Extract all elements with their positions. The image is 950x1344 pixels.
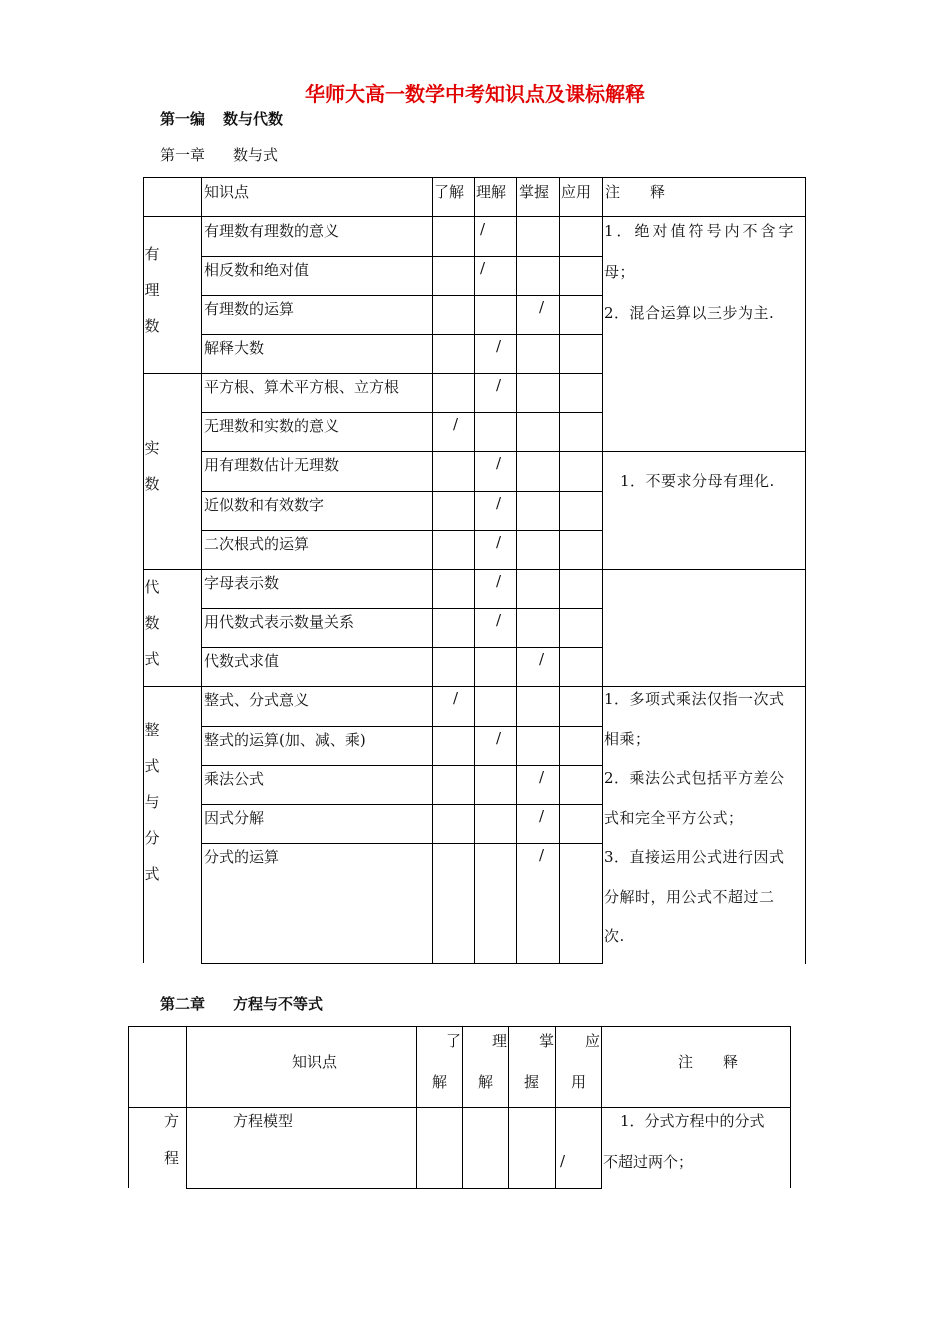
table-rule [462, 1026, 463, 1188]
level-mark: / [496, 454, 502, 472]
chapter-2-heading: 第二章 方程与不等式 [160, 995, 324, 1013]
table-rule [201, 963, 603, 964]
table-rule [603, 451, 806, 452]
group-label-equation: 程 [164, 1149, 180, 1167]
table-rule [201, 177, 202, 964]
topic-cell: 分式的运算 [204, 848, 280, 866]
header-notes: 注 释 [605, 183, 666, 201]
header-topic: 知识点 [204, 183, 250, 201]
level-mark: / [496, 376, 502, 394]
header-apply: 应 [585, 1032, 601, 1050]
note-equation: 1．分式方程中的分式 [620, 1112, 765, 1130]
level-mark: / [539, 807, 545, 825]
table-rule [201, 647, 603, 648]
level-mark: / [496, 337, 502, 355]
level-mark: / [539, 650, 545, 668]
topic-cell: 有理数的运算 [204, 300, 295, 318]
topic-cell: 整式、分式意义 [204, 691, 310, 709]
header-comprehend: 理 [492, 1032, 508, 1050]
note-rational: 1．绝对值符号内不含字 母； 2．混合运算以三步为主. [604, 222, 797, 322]
note-equation: 不超过两个； [603, 1153, 694, 1171]
header-master: 掌握 [519, 183, 550, 201]
table-rule [201, 804, 603, 805]
table-rule [201, 726, 603, 727]
table-rule [516, 177, 517, 964]
level-mark: / [480, 259, 486, 277]
table-rule [186, 1188, 602, 1189]
note-polynomial: 1．多项式乘法仅指一次式 相乘； 2．乘法公式包括平方差公 式和完全平方公式； 3．直接运用公式进行因式 分解时，用公式不超过二 次. [604, 690, 785, 945]
table-rule [201, 843, 603, 844]
level-mark: / [496, 729, 502, 747]
table-rule [416, 1026, 417, 1188]
level-mark: / [496, 611, 502, 629]
level-mark: / [560, 1152, 566, 1170]
header-apply: 应用 [561, 183, 592, 201]
header-understand-basic: 了 [446, 1032, 462, 1050]
level-mark: / [496, 494, 502, 512]
table-rule [790, 1026, 791, 1188]
topic-cell: 解释大数 [204, 339, 265, 357]
header-master: 掌 [539, 1032, 555, 1050]
table-rule [201, 412, 603, 413]
topic-cell: 乘法公式 [204, 770, 265, 788]
topic-cell: 用有理数估计无理数 [204, 456, 340, 474]
topic-cell: 方程模型 [233, 1112, 294, 1130]
table-rule [508, 1026, 509, 1188]
header-understand-basic: 解 [432, 1073, 448, 1091]
table-rule [128, 1026, 791, 1027]
header-master: 握 [524, 1073, 540, 1091]
group-label-equation: 方 [164, 1112, 180, 1130]
group-label-rational: 有 理 数 [144, 245, 160, 335]
table-rule [201, 256, 603, 257]
topic-cell: 整式的运算(加、减、乘) [204, 731, 366, 749]
table-rule [601, 1026, 602, 1188]
topic-cell: 代数式求值 [204, 652, 280, 670]
level-mark: / [539, 768, 545, 786]
header-comprehend: 解 [478, 1073, 494, 1091]
table-rule [201, 451, 603, 452]
level-mark: / [539, 846, 545, 864]
table-rule [186, 1026, 187, 1188]
table-rule [201, 530, 603, 531]
table-rule [201, 491, 603, 492]
header-comprehend: 理解 [476, 183, 507, 201]
header-notes: 注 释 [678, 1053, 739, 1071]
level-mark: / [539, 298, 545, 316]
table-rule [201, 295, 603, 296]
table-rule [143, 373, 603, 374]
chapter-1-heading: 第一章 数与式 [160, 146, 279, 164]
table-rule [201, 608, 603, 609]
header-topic: 知识点 [292, 1053, 338, 1071]
table-rule [201, 334, 603, 335]
table-rule [201, 765, 603, 766]
table-rule [128, 1026, 129, 1188]
page-title: 华师大高一数学中考知识点及课标解释 [305, 82, 645, 106]
topic-cell: 近似数和有效数字 [204, 496, 325, 514]
level-mark: / [480, 220, 486, 238]
level-mark: / [496, 533, 502, 551]
table-rule [474, 177, 475, 964]
level-mark: / [453, 689, 459, 707]
topic-cell: 因式分解 [204, 809, 265, 827]
group-label-algebraic: 代 数 式 [144, 578, 160, 668]
topic-cell: 有理数有理数的意义 [204, 222, 340, 240]
group-label-real: 实 数 [144, 439, 160, 493]
header-apply: 用 [571, 1073, 587, 1091]
table-rule [432, 177, 433, 964]
topic-cell: 相反数和绝对值 [204, 261, 310, 279]
topic-cell: 平方根、算术平方根、立方根 [204, 378, 400, 396]
group-label-polynomial-fraction: 整 式 与 分 式 [144, 721, 160, 883]
table-rule [555, 1026, 556, 1188]
table-rule [602, 177, 603, 964]
table-rule [128, 1107, 791, 1108]
topic-cell: 二次根式的运算 [204, 535, 310, 553]
note-real: 1．不要求分母有理化. [620, 472, 775, 490]
level-mark: / [496, 572, 502, 590]
level-mark: / [453, 415, 459, 433]
table-rule [559, 177, 560, 964]
topic-cell: 字母表示数 [204, 574, 280, 592]
part-heading: 第一编 数与代数 [160, 110, 284, 128]
header-understand-basic: 了解 [434, 183, 465, 201]
topic-cell: 用代数式表示数量关系 [204, 613, 355, 631]
topic-cell: 无理数和实数的意义 [204, 417, 340, 435]
